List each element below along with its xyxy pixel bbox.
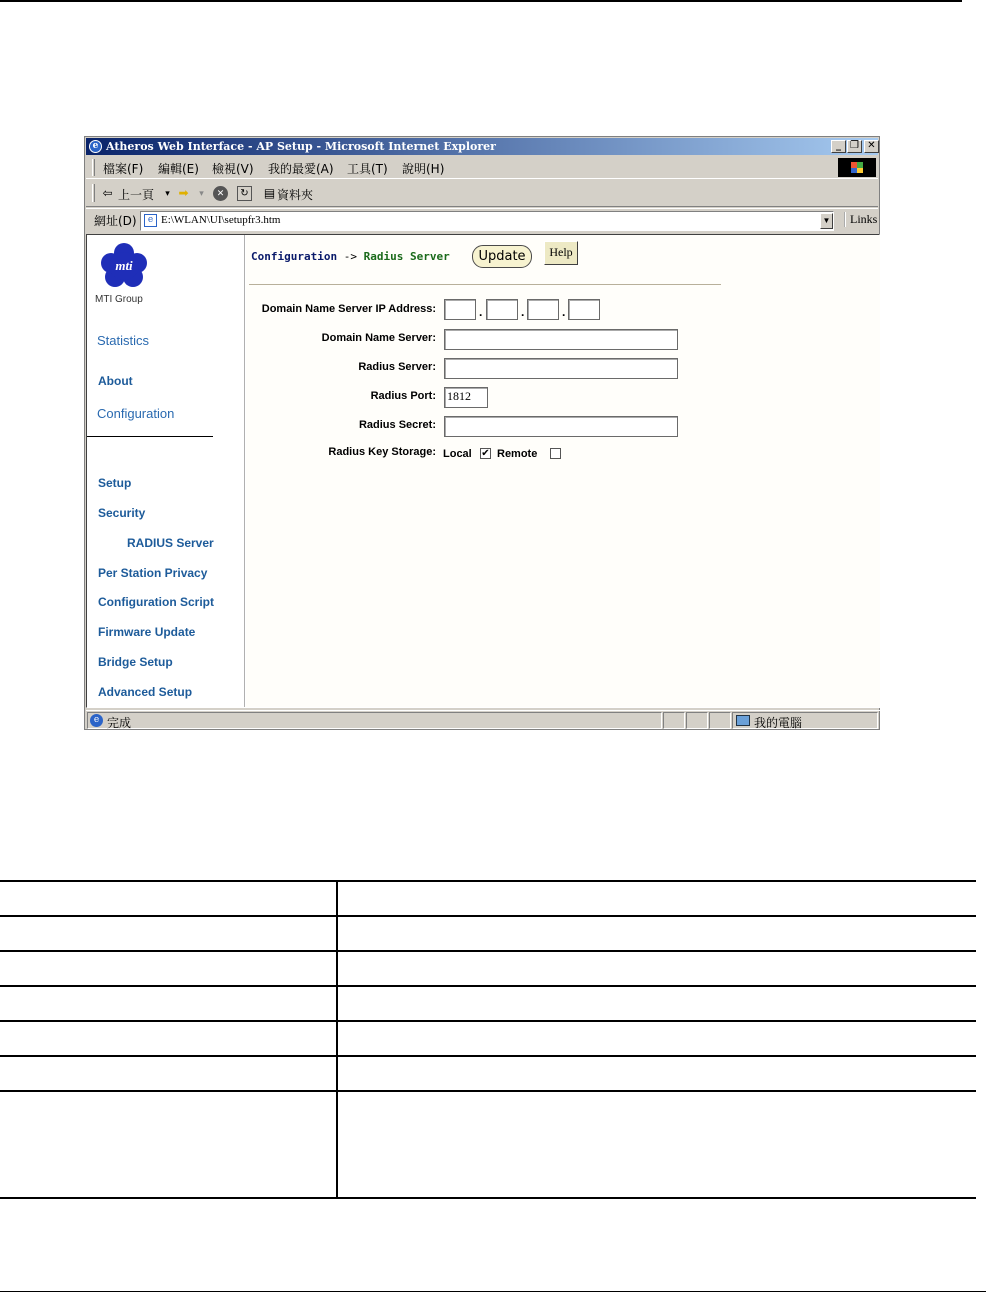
- table-row: [0, 915, 976, 917]
- radius-secret-input[interactable]: [444, 416, 678, 437]
- toolbar: [86, 180, 878, 207]
- nav-firmware-update[interactable]: Firmware Update: [98, 625, 196, 639]
- dns-ip-label: Domain Name Server IP Address:: [261, 303, 436, 315]
- minimize-button[interactable]: _: [831, 140, 846, 153]
- back-arrow-icon[interactable]: ⇦: [102, 186, 113, 200]
- radius-server-label: Radius Server:: [358, 361, 436, 373]
- folders-icon[interactable]: ▤: [263, 186, 276, 200]
- update-button[interactable]: Update: [472, 245, 532, 268]
- refresh-icon[interactable]: ↻: [237, 186, 252, 201]
- nav-bridge-setup[interactable]: Bridge Setup: [98, 655, 173, 669]
- crumb-separator: ->: [343, 250, 357, 263]
- nav-security[interactable]: Security: [98, 506, 146, 520]
- folders-button[interactable]: 資料夾: [277, 188, 314, 202]
- forward-dropdown-icon[interactable]: ▾: [199, 188, 204, 198]
- window-title: Atheros Web Interface - AP Setup - Microsoft Internet Explorer: [106, 140, 496, 153]
- ip-dot: .: [562, 305, 566, 319]
- mti-logo: [99, 243, 149, 289]
- links-button[interactable]: Links: [844, 212, 877, 227]
- company-name: MTI Group: [95, 294, 143, 305]
- close-button[interactable]: ✕: [864, 140, 879, 153]
- help-button[interactable]: Help: [544, 241, 578, 265]
- status-cell: [663, 712, 685, 729]
- status-main-cell: [87, 712, 662, 729]
- status-bar: [86, 710, 880, 729]
- done-page-icon: e: [90, 714, 103, 727]
- radius-server-input[interactable]: [444, 358, 678, 379]
- ip-dot: .: [479, 305, 483, 319]
- ie-logo-icon: e: [89, 140, 102, 153]
- table-row: [0, 1020, 976, 1022]
- status-cell: [686, 712, 708, 729]
- toolbar-grip[interactable]: [92, 184, 95, 202]
- address-input[interactable]: [140, 211, 834, 231]
- table-bottom-rule: [0, 1197, 976, 1199]
- menu-help[interactable]: 說明(H): [402, 162, 445, 176]
- menu-edit[interactable]: 編輯(E): [158, 162, 199, 176]
- table-row: [0, 880, 976, 882]
- menu-file[interactable]: 檔案(F): [103, 162, 144, 176]
- nav-divider: [87, 436, 213, 437]
- crumb-parent: Configuration: [251, 250, 338, 263]
- back-button[interactable]: 上一頁: [118, 188, 155, 202]
- table-row: [0, 1090, 976, 1092]
- computer-icon: [736, 715, 750, 726]
- stop-icon[interactable]: ✕: [213, 186, 228, 201]
- key-storage-label: Radius Key Storage:: [328, 446, 436, 458]
- local-label: Local: [443, 448, 472, 460]
- remote-checkbox[interactable]: [550, 448, 561, 459]
- dns-label: Domain Name Server:: [321, 332, 436, 344]
- restore-button[interactable]: ❐: [847, 140, 862, 153]
- page-bottom-rule: [0, 1291, 986, 1292]
- menu-bar: [86, 156, 878, 179]
- nav-statistics[interactable]: Statistics: [97, 333, 150, 348]
- address-label: 網址(D): [94, 214, 137, 228]
- status-zone-cell: [732, 712, 878, 729]
- table-row: [0, 1055, 976, 1057]
- status-text: 完成: [107, 716, 132, 730]
- menu-tools[interactable]: 工具(T): [347, 162, 388, 176]
- nav-configuration[interactable]: Configuration: [97, 406, 175, 421]
- table-row: [0, 985, 976, 987]
- ie-window: [84, 136, 880, 730]
- field-labels: [246, 235, 436, 707]
- menu-favorites[interactable]: 我的最愛(A): [268, 162, 334, 176]
- logo-text: mti: [109, 252, 139, 280]
- forward-arrow-icon[interactable]: ➡: [178, 186, 189, 200]
- local-checkbox[interactable]: ✔: [481, 448, 490, 459]
- table-column-divider: [336, 880, 338, 1198]
- nav-configuration-script[interactable]: Configuration Script: [98, 595, 214, 609]
- page-top-rule: [0, 0, 962, 2]
- page-icon: e: [144, 214, 157, 227]
- nav-about[interactable]: About: [98, 374, 133, 388]
- nav-setup[interactable]: Setup: [98, 476, 132, 490]
- address-dropdown-icon[interactable]: ▼: [820, 213, 833, 229]
- dns-ip-octet-4[interactable]: [568, 299, 600, 320]
- nav-advanced-setup[interactable]: Advanced Setup: [98, 685, 193, 699]
- back-dropdown-icon[interactable]: ▾: [165, 188, 170, 198]
- menu-grip[interactable]: [92, 159, 95, 176]
- address-url: E:\WLAN\UI\setupfr3.htm: [161, 214, 281, 226]
- radius-port-label: Radius Port:: [370, 390, 436, 402]
- radius-secret-label: Radius Secret:: [358, 419, 436, 431]
- page-content: [86, 234, 880, 708]
- nav-radius-server[interactable]: RADIUS Server: [127, 536, 214, 550]
- title-bar[interactable]: [86, 138, 878, 155]
- dns-ip-octet-1[interactable]: [444, 299, 476, 320]
- table-row: [0, 950, 976, 952]
- dns-ip-octet-2[interactable]: [486, 299, 518, 320]
- dns-input[interactable]: [444, 329, 678, 350]
- radius-port-input[interactable]: 1812: [444, 387, 488, 408]
- dns-ip-octet-3[interactable]: [527, 299, 559, 320]
- status-cell: [709, 712, 731, 729]
- windows-logo-icon: [838, 158, 876, 177]
- address-bar: [86, 208, 878, 232]
- left-nav-pane: [87, 235, 245, 707]
- main-pane: [246, 235, 880, 707]
- menu-view[interactable]: 檢視(V): [212, 162, 254, 176]
- nav-per-station-privacy[interactable]: Per Station Privacy: [98, 566, 208, 580]
- ip-dot: .: [521, 305, 525, 319]
- crumb-current: Radius Server: [363, 250, 450, 263]
- remote-label: Remote: [497, 448, 538, 460]
- status-zone: 我的電腦: [754, 716, 803, 730]
